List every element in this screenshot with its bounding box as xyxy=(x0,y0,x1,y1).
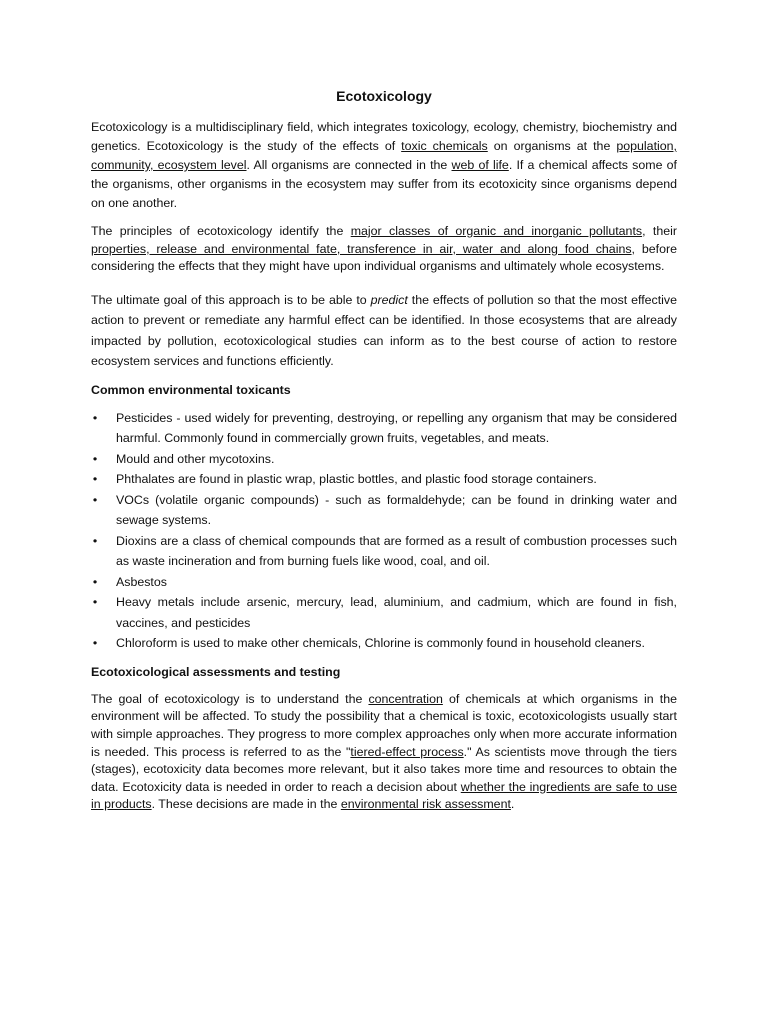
bullet-icon: • xyxy=(92,472,98,487)
list-item: • Pesticides - used widely for preventing, destroying, or repelling any organism that may be considered harmful. Commonly found in commercially grown fruits, vegetables, and meats. xyxy=(91,408,677,449)
toxic-chemicals-link[interactable]: toxic chemicals xyxy=(401,139,488,153)
bullet-icon: • xyxy=(92,636,98,651)
bullet-icon: • xyxy=(92,410,98,425)
bullet-icon: • xyxy=(92,451,98,466)
assessment-text-3: ." As scientists move through the tiers (stages), ecotoxicity data becomes more relevant, but it also takes more time and resources to obtain the data. Ecotoxicity data is needed in order to reach a decision about xyxy=(91,744,678,794)
principles-text-3: , before considering the effects that they might have upon individual organisms and ultimately whole ecosystems. xyxy=(91,241,677,274)
properties-fate-link[interactable]: properties, release and environmental fate, transference in air, water and along food chains xyxy=(91,241,632,256)
concentration-link[interactable]: concentration xyxy=(368,691,443,706)
intro-text-4: . If a chemical affects some of the organisms, other organisms in the ecosystem may suffer from its ecotoxicity since organisms depend on one another. xyxy=(91,158,677,210)
bullet-icon: • xyxy=(92,533,98,548)
web-of-life-link[interactable]: web of life xyxy=(451,158,509,172)
tiered-effect-process-link[interactable]: tiered-effect process xyxy=(350,744,464,759)
assessment-text-1: The goal of ecotoxicology is to understand the xyxy=(91,691,369,706)
list-item: • Phthalates are found in plastic wrap, plastic bottles, and plastic food storage containers. xyxy=(91,469,677,490)
pollutant-classes-link[interactable]: major classes of organic and inorganic pollutants xyxy=(350,224,643,238)
principles-paragraph xyxy=(91,223,677,276)
intro-text-3: . All organisms are connected in the xyxy=(246,158,452,172)
intro-text-1: Ecotoxicology is a multidisciplinary field, which integrates toxicology, ecology, chemistry, biochemistry and genetics. Ecotoxicology is the study of the effects of xyxy=(91,120,677,153)
principles-text-1: The principles of ecotoxicology identify the xyxy=(91,224,351,238)
bullet-icon: • xyxy=(92,574,98,589)
intro-paragraph xyxy=(91,118,677,213)
list-item: • Chloroform is used to make other chemicals, Chlorine is commonly found in household cleaners. xyxy=(91,633,677,654)
list-item: • Mould and other mycotoxins. xyxy=(91,449,677,470)
intro-text-2: on organisms at the xyxy=(487,139,617,153)
goal-text-2: the effects of pollution so that the most effective action to prevent or remediate any harmful effect can be identified. In those ecosystems that are already impacted by pollution, ecotoxicological studies can inform as to the best course of action to restore ecosystem services and functions efficiently. xyxy=(91,292,677,369)
bullet-icon: • xyxy=(92,492,98,507)
bullet-icon: • xyxy=(92,595,98,610)
predict-emphasis: predict xyxy=(370,292,408,307)
assessment-text-5: . xyxy=(510,797,515,812)
list-item: • VOCs (volatile organic compounds) - such as formaldehyde; can be found in drinking water and sewage systems. xyxy=(91,490,677,531)
page-title: Ecotoxicology xyxy=(336,88,432,104)
principles-text-2: , their xyxy=(642,224,677,238)
population-level-link[interactable]: population, community, ecosystem level xyxy=(91,139,677,172)
risk-assessment-link[interactable]: environmental risk assessment xyxy=(340,797,511,812)
goal-text-1: The ultimate goal of this approach is to be able to xyxy=(91,292,371,307)
assessment-paragraph xyxy=(91,691,677,814)
assessment-text-4: . These decisions are made in the xyxy=(151,797,341,812)
toxicants-list xyxy=(91,408,677,654)
toxicants-heading: Common environmental toxicants xyxy=(91,382,291,397)
list-item: • Dioxins are a class of chemical compounds that are formed as a result of combustion processes such as waste incineration and from burning fuels like wood, coal, and oil. xyxy=(91,531,677,572)
safe-ingredients-link[interactable]: whether the ingredients are safe to use in products xyxy=(91,779,677,812)
assessment-text-2: of chemicals at which organisms in the environment will be affected. To study the possibility that a chemical is toxic, ecotoxicologists usually start with simple approaches. They progress to more complex approaches only when more accurate information is needed. This process is referred to as the " xyxy=(91,691,677,759)
list-item: • Heavy metals include arsenic, mercury, lead, aluminium, and cadmium, which are found in fish, vaccines, and pesticides xyxy=(91,592,677,633)
goal-paragraph xyxy=(91,290,677,372)
assessment-heading: Ecotoxicological assessments and testing xyxy=(91,664,341,679)
list-item: • Asbestos xyxy=(91,572,677,593)
